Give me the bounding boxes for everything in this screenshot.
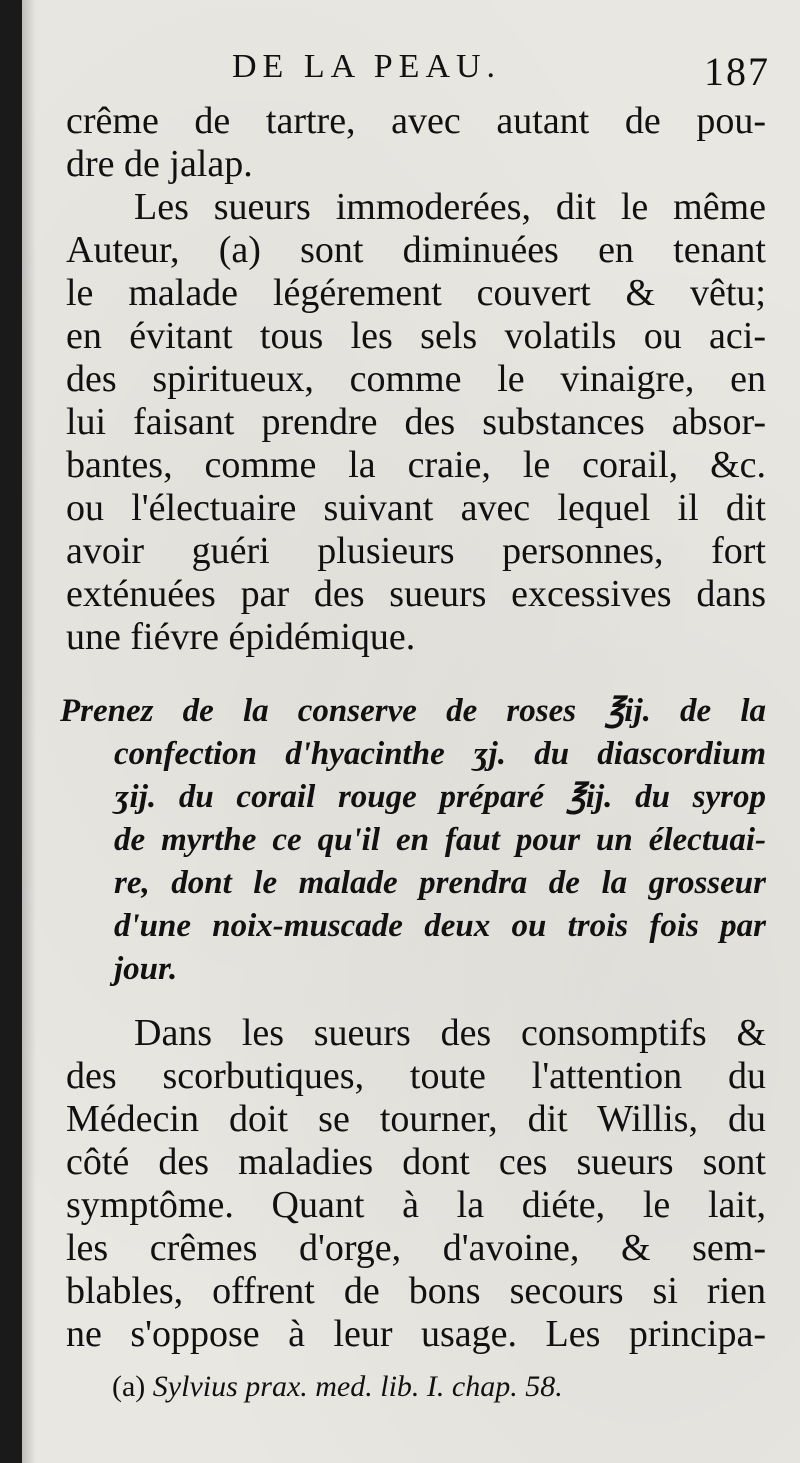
text-line: crême de tartre, avec autant de pou-: [66, 100, 766, 142]
text-line: une fiévre épidémique.: [66, 616, 416, 658]
text-line: les crêmes d'orge, d'avoine, & sem-: [66, 1227, 766, 1269]
text-line: symptôme. Quant à la diéte, le lait,: [66, 1184, 766, 1226]
text-line: ou l'électuaire suivant avec lequel il dit: [66, 487, 766, 529]
paragraph-consumptives: [66, 1012, 766, 1356]
paragraph-sweats: [66, 186, 766, 659]
recipe-line: jour.: [114, 951, 178, 987]
recipe-line: Prenez de la conserve de roses ℥ij. de la: [60, 693, 766, 729]
text-line: en évitant tous les sels volatils ou aci-: [66, 315, 766, 357]
paragraph-continuation: [66, 100, 766, 186]
text-line: Médecin doit se tourner, dit Willis, du: [66, 1098, 766, 1140]
text-line: le malade légérement couvert & vêtu;: [66, 272, 766, 314]
recipe-line: confection d'hyacinthe ʒj. du diascordium: [114, 736, 766, 772]
text-line: bantes, comme la craie, le corail, &c.: [66, 444, 766, 486]
recipe-line: d'une noix-muscade deux ou trois fois par: [114, 908, 766, 944]
text-line: exténuées par des sueurs excessives dans: [66, 573, 766, 615]
footnote: [112, 1370, 563, 1404]
recipe-line: de myrthe ce qu'il en faut pour un électuai-: [114, 822, 766, 858]
text-line: avoir guéri plusieurs personnes, fort: [66, 530, 766, 572]
recipe-block: [60, 690, 766, 991]
text-line: des spiritueux, comme le vinaigre, en: [66, 358, 766, 400]
page-header: [232, 48, 770, 98]
text-line: ne s'oppose à leur usage. Les principa-: [66, 1313, 766, 1355]
page-number: 187: [704, 49, 770, 94]
text-line: des scorbutiques, toute l'attention du: [66, 1055, 766, 1097]
recipe-line: ʒij. du corail rouge préparé ℥ij. du syrop: [114, 779, 766, 815]
footnote-text: Sylvius prax. med. lib. I. chap. 58.: [152, 1370, 563, 1403]
text-line: Auteur, (a) sont diminuées en tenant: [66, 229, 766, 271]
page-gutter-shadow: [22, 0, 36, 1463]
book-page: [22, 0, 800, 1463]
running-title: DE LA PEAU.: [232, 48, 502, 85]
text-line: côté des maladies dont ces sueurs sont: [66, 1141, 766, 1183]
footnote-mark: (a): [112, 1370, 146, 1403]
text-line: Dans les sueurs des consomptifs &: [134, 1012, 766, 1054]
text-line: Les sueurs immoderées, dit le même: [134, 186, 766, 228]
text-line: lui faisant prendre des substances absor-: [66, 401, 766, 443]
text-line: blables, offrent de bons secours si rien: [66, 1270, 766, 1312]
recipe-line: re, dont le malade prendra de la grosseur: [114, 865, 766, 901]
text-line: dre de jalap.: [66, 143, 253, 185]
